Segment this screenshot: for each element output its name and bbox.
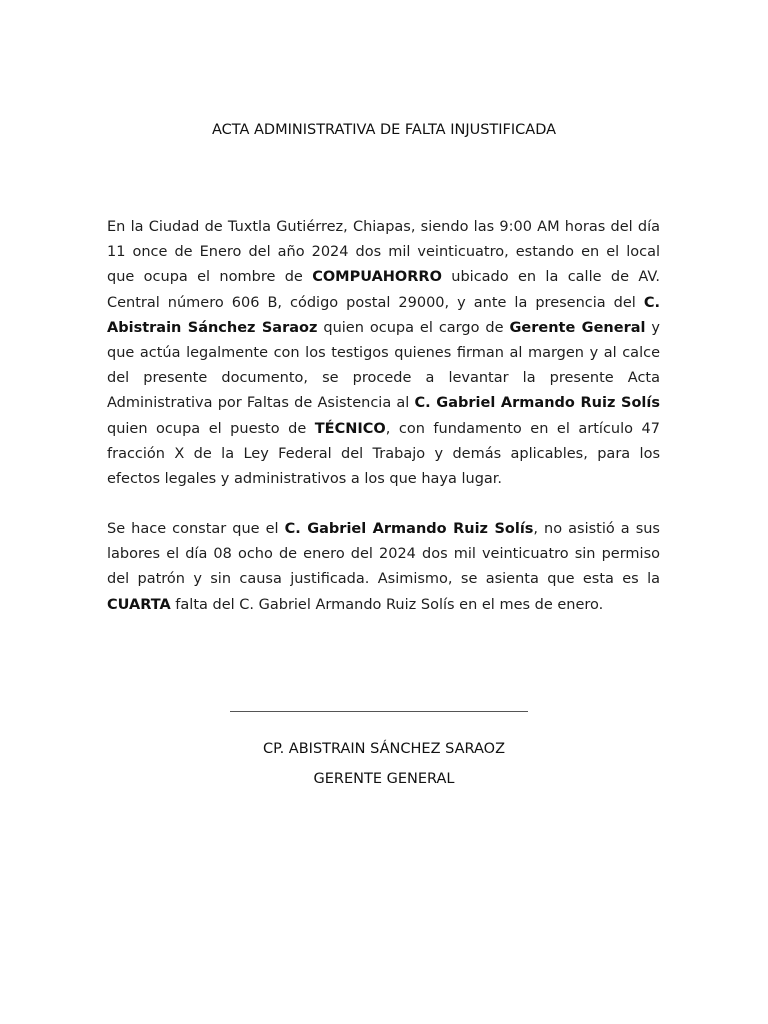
paragraph-2-text-1: Se hace constar que el bbox=[107, 521, 285, 537]
paragraph-1-text-2: ubicado en la calle de AV. Central número 606 B, código postal 29000, y ante la presencia del bbox=[107, 269, 661, 311]
paragraph-1-text-5: quien ocupa el puesto de bbox=[107, 420, 315, 437]
manager-name: C. Abistrain Sánchez Saraoz bbox=[107, 294, 660, 336]
paragraph-1-text-3: quien ocupa el cargo de bbox=[317, 319, 510, 336]
paragraph-1 bbox=[107, 215, 660, 492]
paragraph-1-text-6: , con fundamento en el artículo 47 fracción X de la Ley Federal del Trabajo y demás aplicables, para los efectos legales y administrativos a los que haya lugar. bbox=[107, 420, 660, 488]
absence-ordinal: CUARTA bbox=[107, 596, 171, 613]
employee-name: C. Gabriel Armando Ruiz Solís bbox=[414, 395, 660, 412]
employee-position: TÉCNICO bbox=[314, 420, 386, 437]
company-name: COMPUAHORRO bbox=[312, 269, 442, 286]
document-title: ACTA ADMINISTRATIVA DE FALTA INJUSTIFICADA bbox=[211, 122, 557, 138]
signatory-role: GERENTE GENERAL bbox=[313, 771, 455, 787]
paragraph-2 bbox=[107, 517, 660, 618]
paragraph-2-text-3: falta del C. Gabriel Armando Ruiz Solís en el mes de enero. bbox=[170, 596, 604, 613]
signatory-name: CP. ABISTRAIN SÁNCHEZ SARAOZ bbox=[262, 741, 506, 757]
paragraph-1-text-4: y que actúa legalmente con los testigos quienes firman al margen y al calce del presente documento, se procede a levantar la presente Acta Administrativa por Faltas de Asistencia al bbox=[107, 319, 661, 412]
manager-position: Gerente General bbox=[509, 319, 646, 336]
paragraph-2-text-2: , no asistió a sus labores el día 08 ocho de enero del 2024 dos mil veinticuatro sin permiso del patrón y sin causa justificada. Asimismo, se asienta que esta es la bbox=[107, 521, 660, 588]
employee-name-2: C. Gabriel Armando Ruiz Solís bbox=[284, 521, 534, 537]
paragraph-1-text-1: En la Ciudad de Tuxtla Gutiérrez, Chiapas, siendo las 9:00 AM horas del día 11 once de Enero del año 2024 dos mil veinticuatro, estando en el local que ocupa el nombre de bbox=[107, 219, 660, 286]
signature-line bbox=[230, 711, 528, 712]
